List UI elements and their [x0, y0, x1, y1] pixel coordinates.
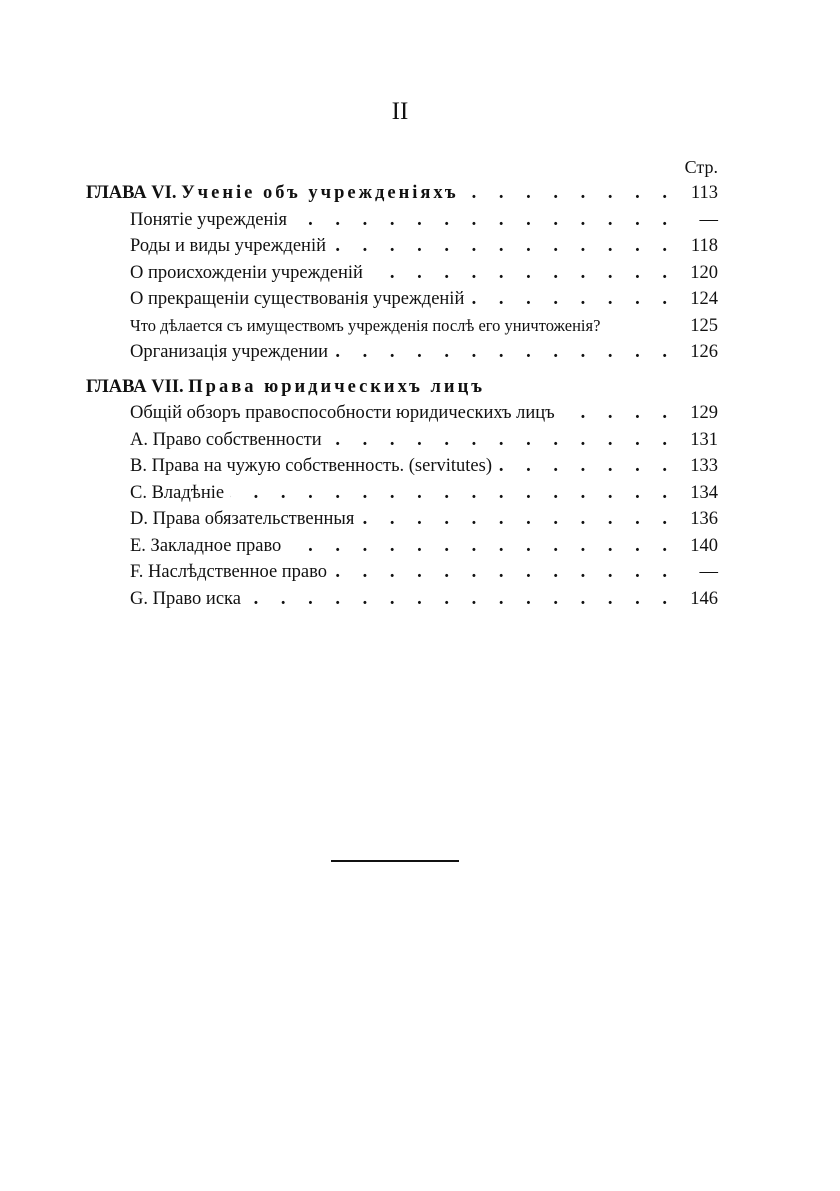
dot-leader [498, 453, 676, 480]
entry-label: Роды и виды учрежденій [130, 236, 327, 256]
dot-leader [360, 506, 676, 533]
toc-entry [86, 207, 718, 234]
dot-leader [470, 286, 676, 313]
toc-entry [86, 286, 718, 313]
entry-label: E. Закладное право [130, 535, 282, 556]
table-of-contents [86, 154, 718, 612]
page-ref: — [699, 562, 718, 582]
toc-entry [86, 233, 718, 260]
dot-leader [293, 207, 676, 234]
entry-label: D. Права обязательственныя [130, 509, 355, 529]
chapter-heading [86, 180, 718, 207]
entry-label: Понятіе учрежденія [130, 209, 288, 230]
dot-leader [328, 427, 676, 454]
page-ref: 146 [690, 588, 718, 609]
toc-entry [86, 260, 718, 287]
page-column-header: Стр. [684, 157, 718, 177]
dot-leader [287, 533, 676, 560]
page-ref: 113 [690, 183, 718, 203]
page-ref: 118 [690, 236, 718, 256]
page-ref: 133 [690, 456, 718, 476]
dot-leader [230, 480, 676, 507]
chapter-number: ГЛАВА VI. [86, 183, 177, 203]
toc-entry [86, 339, 718, 366]
toc-entry [86, 313, 718, 340]
dot-leader [561, 400, 676, 427]
dot-leader [334, 339, 676, 366]
chapter-title [86, 374, 485, 401]
page-ref: 134 [690, 482, 718, 503]
dot-leader [247, 586, 676, 613]
page-ref: 131 [690, 429, 718, 450]
toc-entry [86, 559, 718, 586]
end-rule-divider [331, 860, 459, 862]
toc-entry [86, 586, 718, 613]
entry-label: Что дѣлается съ имуществомъ учрежденія послѣ его уничтоженія? [130, 315, 601, 335]
dot-leader [333, 559, 676, 586]
page-ref: 126 [690, 342, 718, 362]
page-ref: 136 [690, 509, 718, 529]
entry-label: Общій обзоръ правоспособности юридическихъ лицъ [130, 403, 555, 423]
chapter-number: ГЛАВА VII. [86, 376, 184, 397]
entry-label: A. Право собственности [130, 429, 322, 450]
page-number: II [391, 98, 409, 125]
entry-label: C. Владѣніе [130, 482, 225, 503]
toc-entry [86, 427, 718, 454]
entry-label: G. Право иска [130, 588, 241, 609]
page-ref: 124 [690, 289, 718, 309]
dot-leader [465, 180, 676, 207]
page-ref: — [699, 209, 718, 230]
chapter-spacer [86, 366, 718, 374]
entry-label: О происхожденіи учрежденій [130, 262, 363, 283]
chapter-title [86, 180, 459, 207]
page-ref: 129 [690, 403, 718, 423]
entry-label: F. Наслѣдственное право [130, 562, 327, 582]
page-ref: 120 [690, 262, 718, 283]
toc-entry [86, 400, 718, 427]
entry-label: О прекращеніи существованія учрежденій [130, 289, 465, 309]
dot-leader [369, 260, 676, 287]
toc-entry [86, 506, 718, 533]
page-ref: 140 [690, 535, 718, 556]
entry-label: Организація учреждении [130, 342, 329, 362]
chapter-name: Ученіе объ учрежденіяхъ [181, 183, 459, 203]
toc-entry [86, 480, 718, 507]
page-ref: 125 [690, 315, 718, 336]
dot-leader [332, 233, 676, 260]
toc-entry [86, 533, 718, 560]
toc-entry [86, 453, 718, 480]
entry-label: B. Права на чужую собственность. (servitutes) [130, 456, 492, 476]
chapter-name: Права юридическихъ лицъ [188, 376, 486, 397]
chapter-heading [86, 374, 718, 401]
